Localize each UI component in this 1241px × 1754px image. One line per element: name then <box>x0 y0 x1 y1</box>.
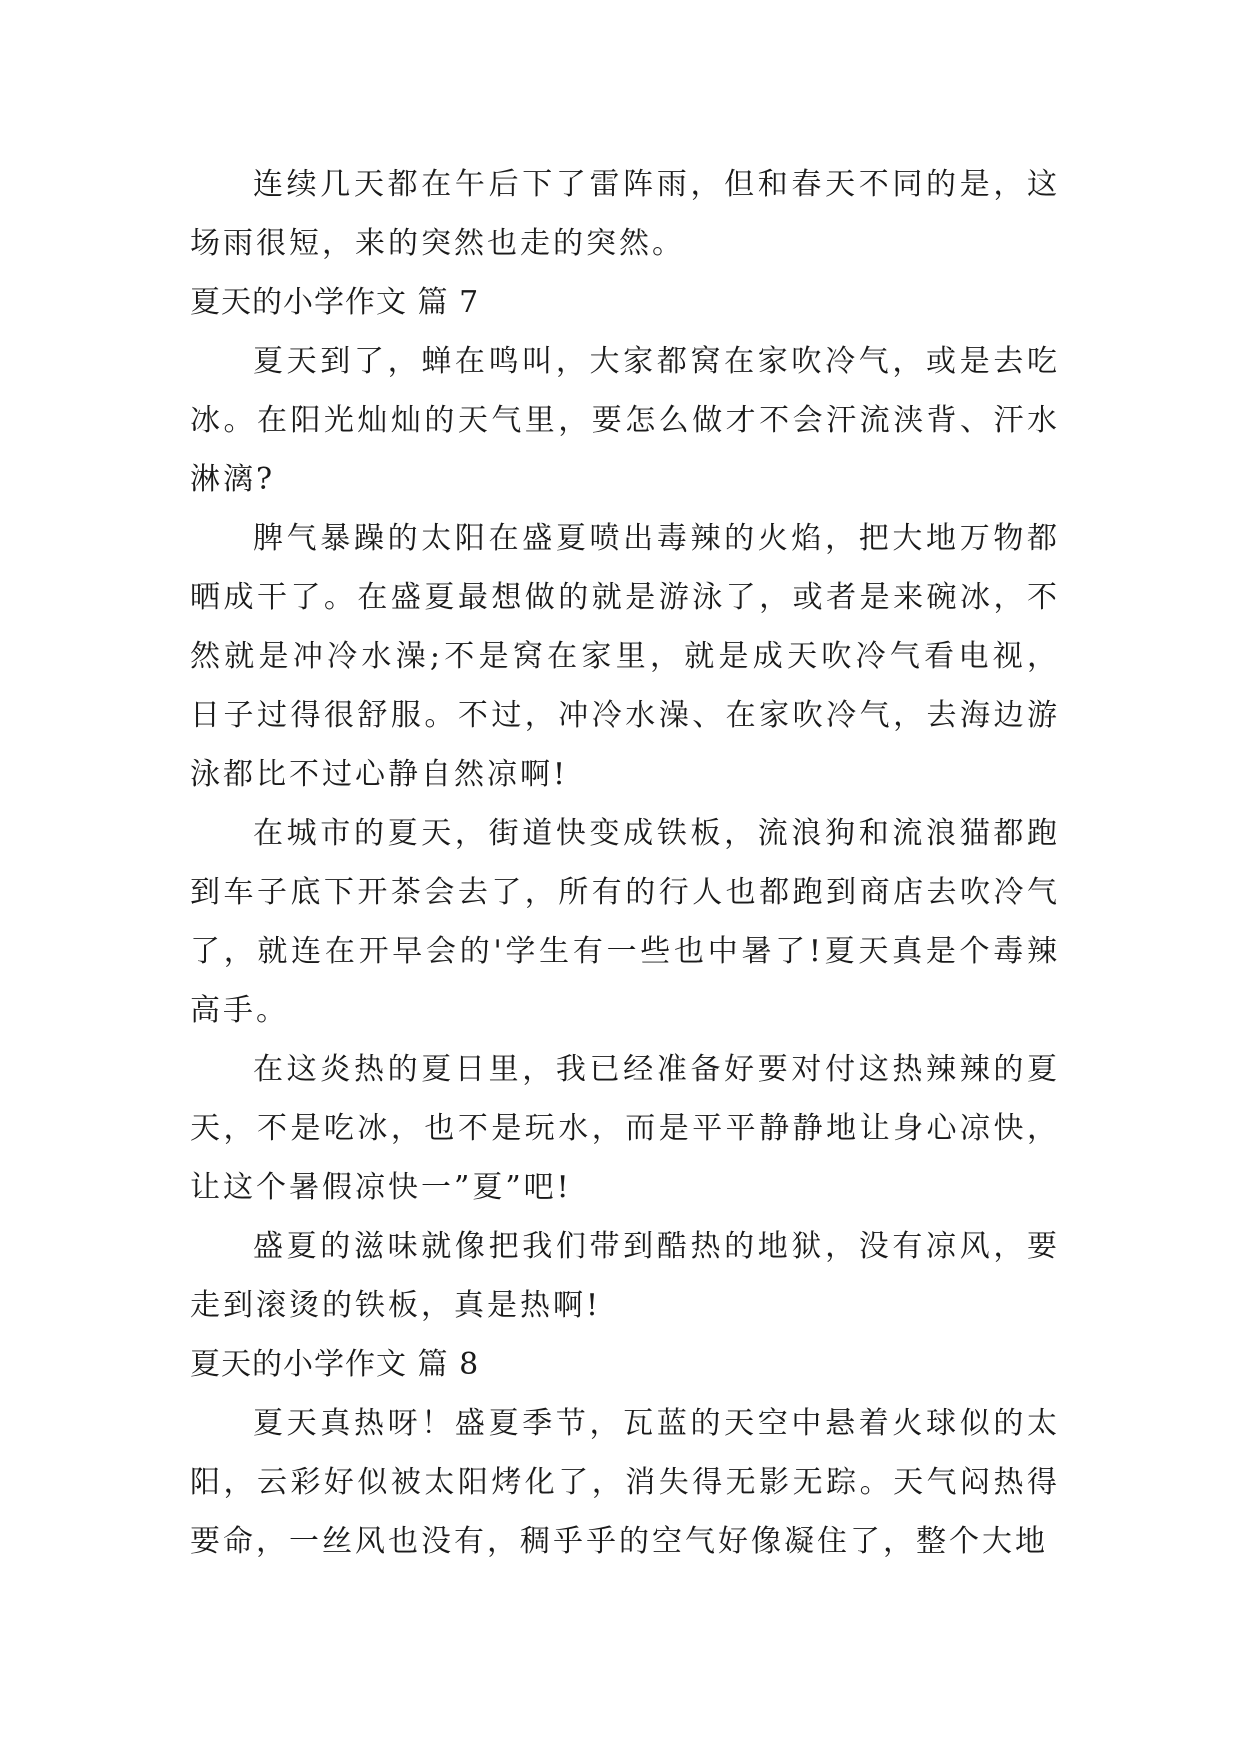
paragraph: 连续几天都在午后下了雷阵雨，但和春天不同的是，这场雨很短，来的突然也走的突然。 <box>190 167 1060 261</box>
paragraph: 在城市的夏天，街道快变成铁板，流浪狗和流浪猫都跑到车子底下开茶会去了，所有的行人也都跑到商店去吹冷气了，就连在开早会的'学生有一些也中暑了!夏天真是个毒辣高手。 <box>190 816 1060 1028</box>
essay-number: 篇 8 <box>417 1347 480 1382</box>
essay-title: 夏天的小学作文 <box>190 285 407 320</box>
essay-number: 篇 7 <box>417 285 480 320</box>
essay-title: 夏天的小学作文 <box>190 1347 407 1382</box>
document-page <box>190 155 1060 1571</box>
essay-heading <box>190 1335 1060 1394</box>
paragraph: 夏天到了，蝉在鸣叫，大家都窝在家吹冷气，或是去吃冰。在阳光灿灿的天气里，要怎么做才不会汗流浃背、汗水淋漓? <box>190 344 1060 497</box>
paragraph: 脾气暴躁的太阳在盛夏喷出毒辣的火焰，把大地万物都晒成干了。在盛夏最想做的就是游泳了，或者是来碗冰，不然就是冲冷水澡;不是窝在家里，就是成天吹冷气看电视，日子过得很舒服。不过，冲冷水澡、在家吹冷气，去海边游泳都比不过心静自然凉啊! <box>190 521 1060 792</box>
paragraph: 夏天真热呀！盛夏季节，瓦蓝的天空中悬着火球似的太阳，云彩好似被太阳烤化了，消失得无影无踪。天气闷热得要命，一丝风也没有，稠乎乎的空气好像凝住了，整个大地 <box>190 1406 1060 1559</box>
paragraph: 盛夏的滋味就像把我们带到酷热的地狱，没有凉风，要走到滚烫的铁板，真是热啊! <box>190 1229 1060 1323</box>
essay-heading <box>190 273 1060 332</box>
paragraph: 在这炎热的夏日里，我已经准备好要对付这热辣辣的夏天，不是吃冰，也不是玩水，而是平平静静地让身心凉快，让这个暑假凉快一”夏”吧! <box>190 1052 1060 1205</box>
